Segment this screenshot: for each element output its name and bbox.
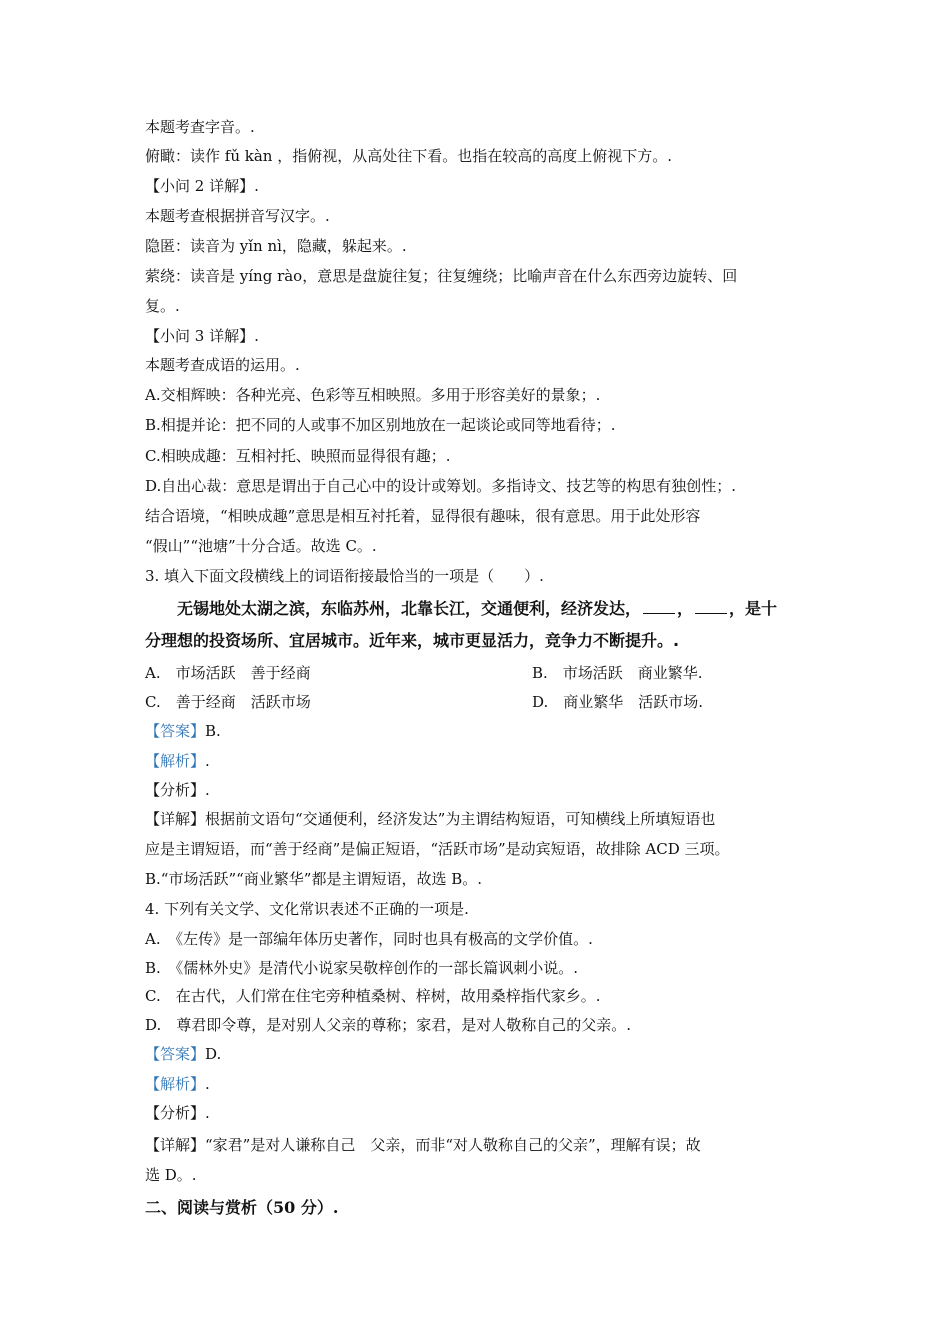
text-line: 俯瞰：读作 fǔ kàn ，指俯视，从高处往下看。也指在较高的高度上俯视下方。. [145,147,672,165]
detail-tag: 【详解】 [145,810,206,828]
text-line: A.交相辉映：各种光亮、色彩等互相映照。多用于形容美好的景象；. [145,386,601,404]
fenxi-line: 【分析】. [145,781,210,799]
blank-1 [643,601,675,614]
answer-value: D. [205,1045,222,1063]
subquestion-heading: 【小问 2 详解】. [145,177,259,195]
detail-line [145,809,715,829]
answer-line [145,1044,221,1064]
question-3-passage-cont: 分理想的投资场所、宜居城市。近年来，城市更显活力，竞争力不断提升。. [145,631,680,650]
text-line: 隐匿：读音为 yǐn nì，隐藏，躲起来。. [145,237,407,255]
detail-line: 选 D。. [145,1166,197,1184]
text-line: 本题考查根据拼音写汉字。. [145,207,330,225]
text-line: 复。. [145,297,180,315]
text-line: B.相提并论：把不同的人或事不加区别地放在一起谈论或同等地看待；. [145,416,616,434]
section-heading: 二、阅读与赏析（50 分）. [145,1198,339,1217]
question-4-stem: 4. 下列有关文学、文化常识表述不正确的一项是. [145,900,469,918]
passage-separator: ， [677,599,694,618]
option-b: B. 《儒林外史》是清代小说家吴敬梓创作的一部长篇讽刺小说。. [145,959,579,977]
detail-line: 【详解】“家君”是对人谦称自己 父亲，而非“对人敬称自己的父亲”，理解有误；故 [145,1136,701,1154]
subquestion-heading: 【小问 3 详解】. [145,327,259,345]
fenxi-line: 【分析】. [145,1104,210,1122]
text-line: 本题考查成语的运用。. [145,356,300,374]
passage-text: ，是十 [729,599,778,618]
option-d: D. 商业繁华 活跃市场. [532,693,704,711]
option-d: D. 尊君即令尊，是对别人父亲的尊称；家君，是对人敬称自己的父亲。. [145,1016,632,1034]
question-3-passage [177,599,777,619]
analysis-tag: 【解析】 [145,752,206,770]
option-b: B. 市场活跃 商业繁华. [532,664,703,682]
analysis-line [145,751,210,771]
detail-text: 根据前文语句“交通便利，经济发达”为主谓结构短语，可知横线上所填短语也 [205,810,716,828]
passage-text: 无锡地处太湖之滨，东临苏州，北靠长江，交通便利，经济发达， [177,599,642,618]
blank-2 [695,601,727,614]
answer-tag: 【答案】 [145,722,206,740]
text-line: 萦绕：读音是 yíng rào，意思是盘旋往复；往复缠绕；比喻声音在什么东西旁边旋转、回 [145,267,738,285]
text-line: 本题考查字音。. [145,118,255,136]
option-a: A. 市场活跃 善于经商 [145,664,311,682]
option-c: C. 在古代，人们常在住宅旁种植桑树、梓树，故用桑梓指代家乡。. [145,987,601,1005]
analysis-value: . [205,1075,210,1093]
analysis-line [145,1074,210,1094]
detail-line: 应是主谓短语，而“善于经商”是偏正短语，“活跃市场”是动宾短语，故排除 ACD 三项。 [145,840,730,858]
answer-tag: 【答案】 [145,1045,206,1063]
analysis-tag: 【解析】 [145,1075,206,1093]
detail-line: B.“市场活跃”“商业繁华”都是主谓短语，故选 B。. [145,870,483,888]
option-a: A. 《左传》是一部编年体历史著作，同时也具有极高的文学价值。. [145,930,593,948]
text-line: 结合语境，“相映成趣”意思是相互衬托着，显得很有趣味，很有意思。用于此处形容 [145,507,701,525]
answer-value: B. [205,722,221,740]
text-line: C.相映成趣：互相衬托、映照而显得很有趣；. [145,447,451,465]
option-c: C. 善于经商 活跃市场 [145,693,311,711]
answer-line [145,721,221,741]
text-line: D.自出心裁：意思是谓出于自己心中的设计或筹划。多指诗文、技艺等的构思有独创性；. [145,477,737,495]
analysis-value: . [205,752,210,770]
text-line: “假山”“池塘”十分合适。故选 C。. [145,537,377,555]
question-3-stem: 3. 填入下面文段横线上的词语衔接最恰当的一项是（ ）. [145,567,544,585]
